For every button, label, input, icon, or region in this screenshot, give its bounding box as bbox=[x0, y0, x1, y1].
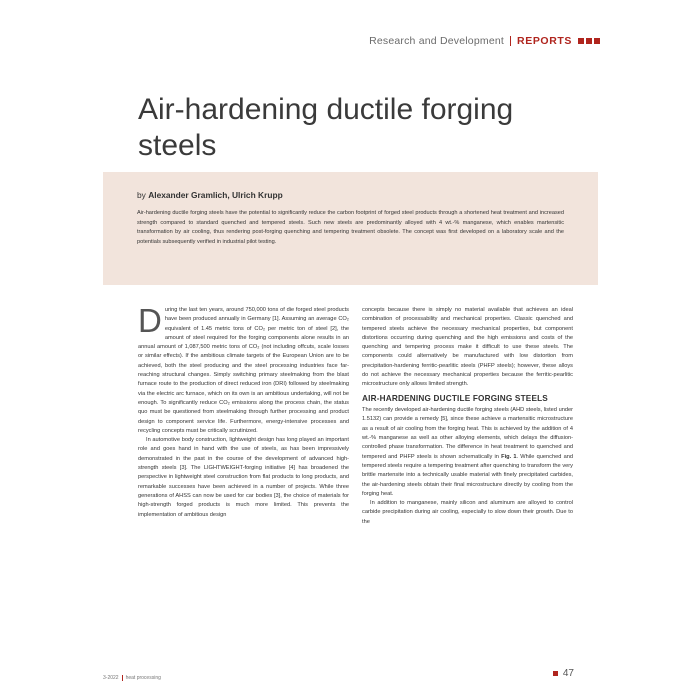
header-section: REPORTS bbox=[517, 35, 572, 47]
figure-reference-link[interactable]: Fig. 1 bbox=[501, 453, 517, 460]
page-number: 47 bbox=[562, 668, 574, 679]
header-squares-icon bbox=[578, 38, 600, 44]
body-column-right bbox=[362, 306, 573, 527]
body-paragraph-2: In automotive body construction, lightweight design has long played an important role and goes hand in hand with the use of steels, as has been impressively demonstrated in the past in the course of the development of advanced high-strength steels [3]. The LIGHTWEIGHT-forging initiative [4] has broadened the perspective in lightweight steel construction from flat products to long products, and remarkable successes have been achieved in a number of projects. While three generations of AHSS can now be used for car bodies [3], the choice of materials for high-strength forged products is much more limited. This prevents the implementation of ambitious design bbox=[138, 437, 349, 518]
footer-issue bbox=[103, 675, 161, 681]
footer-journal: heat processing bbox=[125, 675, 161, 681]
body-paragraph-1 bbox=[138, 302, 349, 436]
section-subheading: AIR-HARDENING DUCTILE FORGING STEELS bbox=[362, 393, 548, 403]
article-title: Air-hardening ductile forging steels bbox=[138, 93, 514, 162]
paragraph-1-text: uring the last ten years, around 750,000 tons of die forged steel products have been produced annually in Germany [1]. Assuming an average CO₂ equivalent of 1.45 metric tons of CO₂ per metric ton of steel [2], the amount of steel required for the forging components alone results in an annual amount of 1,087,500 metric tons of CO₂ (not including offcuts, scale losses or similar effects). If the ambitious climate targets of the European Union are to be achieved, both the steel producing and the steel processing industries face far-reaching structural changes. Simply switching primary steelmaking from the blast furnace route to the production of direct reduced iron (DRI) followed by steelmaking via the electric arc furnace, which on its own is an ambitious undertaking, will not be enough. To significantly reduce CO₂ emissions along the process chain, the status quo must be questioned from steelmaking through further processing and product design to component service life. Furthermore, energy-intensive processes and recycling concepts must be critically scrutinized. bbox=[138, 307, 349, 434]
paragraph-4-text-a: The recently developed air-hardening ductile forging steels (AHD steels, listed under 1.5132) can provide a remedy [5], since these achieve a martensitic microstructure as a result of air cooling from the forging heat. This is achieved by the addition of 4 wt.-% manganese as well as other alloying elements, which delays the diffusion-controlled phase transformation. The difference in heat treatment to quenched and tempered and PHFP steels is shown schematically in bbox=[362, 407, 573, 460]
page-marker-icon bbox=[553, 671, 558, 676]
running-header bbox=[369, 35, 600, 47]
body-column-left bbox=[138, 302, 349, 520]
header-divider bbox=[510, 36, 511, 46]
body-paragraph-4 bbox=[362, 406, 573, 499]
abstract-box bbox=[103, 172, 598, 285]
authors: Alexander Gramlich, Ulrich Krupp bbox=[148, 190, 283, 200]
abstract-text: Air-hardening ductile forging steels have the potential to significantly reduce the carbon footprint of forged steel products through a shortened heat treatment and increased strength compared to standard quenched and tempered steels. Such new steels are predominantly alloyed with 4 wt.-% manganese, which enables martensitic transformation by air cooling, thus rendering post-forging quenching and tempering treatment obsolete. The concept was first developed on a laboratory scale and the potentials subsequently verified in industrial pilot testing. bbox=[137, 210, 564, 245]
footer-divider bbox=[122, 675, 123, 681]
body-paragraph-3: concepts because there is simply no material available that achieves an ideal combination of processability and mechanical properties. Classic quenched and tempered steels achieve the necessary mechanical properties, but component distortions occurring during quenching and the high emissions and costs of the quenching and tempering process make it difficult to use these steels. The components could alternatively be manufactured with low distortion from precipitation-hardening ferritic-pearlitic steels (PHFP steels); however, these alloys do not achieve the necessary mechanical properties because the ferritic-pearlitic microstructure only allows limited strength. bbox=[362, 307, 573, 388]
body-paragraph-5: In addition to manganese, mainly silicon and aluminum are alloyed to control carbide precipitation during air cooling, especially to slow down their growth. Due to the bbox=[362, 500, 573, 525]
paragraph-4-text-b: . While quenched and tempered steels require a tempering treatment after quenching to transform the very brittle martensite into a technically usable material with finely precipitated carbides, the air-hardening steels obtain their final microstructure directly by cooling from the forging heat. bbox=[362, 453, 573, 497]
drop-cap: D bbox=[138, 302, 162, 339]
byline bbox=[137, 190, 564, 200]
header-category: Research and Development bbox=[369, 35, 505, 47]
footer-issue-number: 3-2022 bbox=[103, 675, 119, 681]
byline-prefix: by bbox=[137, 190, 146, 200]
page-number-block bbox=[553, 668, 574, 679]
